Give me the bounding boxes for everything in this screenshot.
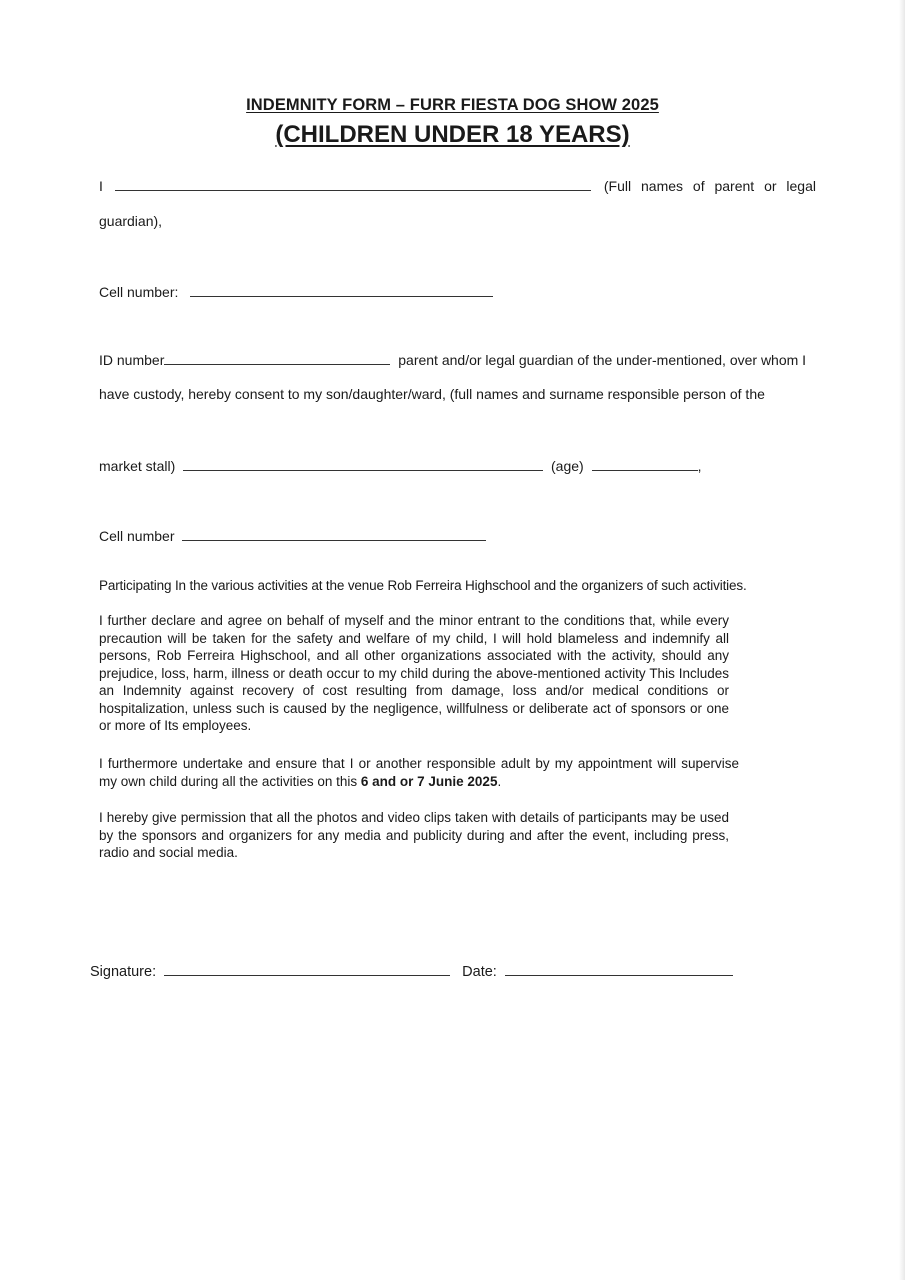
permission-paragraph: I hereby give permission that all the photos and video clips taken with details of participants may be used by the sponsors and organizers for any media and publicity during and after the event, including press, radio and social media. [99, 810, 729, 860]
parent-name-prefix: I [99, 178, 103, 194]
parent-name-field[interactable] [115, 176, 591, 191]
parent-name-row [99, 176, 816, 194]
undertaking-end: . [497, 773, 502, 789]
declaration-paragraph: I further declare and agree on behalf of myself and the minor entrant to the conditions that, while every precaution will be taken for the safety and welfare of my child, I will hold blameless and indemnify all persons, Rob Ferreira Highschool, and all other organizations associated with the activity, should any prejudice, loss, harm, illness or death occur to my child during the above-mentioned activity This Includes an Indemnity against recovery of cost resulting from damage, loss and/or medical conditions or hospitalization, unless such is caused by the negligence, willfulness or deliberate act of sponsors or one or more of Its employees. [99, 613, 729, 733]
date-label: Date: [462, 964, 497, 980]
form-subtitle: (CHILDREN UNDER 18 YEARS) [275, 121, 630, 148]
id-number-suffix: parent and/or legal guardian of the under-mentioned, over whom I [398, 352, 807, 368]
cell-number-label-2: Cell number [99, 528, 175, 544]
id-number-label: ID number [99, 352, 165, 368]
parent-name-suffix: (Full names of parent or legal [603, 178, 816, 194]
date-field[interactable] [505, 961, 733, 976]
undertaking-paragraph [99, 755, 739, 790]
event-dates: 6 and or 7 Junie 2025 [360, 773, 498, 789]
id-number-field[interactable] [164, 350, 390, 365]
participating-text: Participating In the various activities at the venue Rob Ferreira Highschool and the organizers of such activities. [99, 578, 747, 593]
stall-row [99, 456, 701, 474]
cell-number-field-2[interactable] [182, 526, 486, 541]
signature-field[interactable] [164, 961, 450, 976]
cell-number-label-1: Cell number: [99, 284, 179, 300]
stall-person-field[interactable] [183, 456, 543, 471]
age-label: (age) [551, 458, 584, 474]
custody-text: have custody, hereby consent to my son/daughter/ward, (full names and surname responsible person of the [99, 386, 765, 402]
cell-number-field-1[interactable] [190, 282, 493, 297]
form-title: INDEMNITY FORM – FURR FIESTA DOG SHOW 2025 [246, 96, 659, 114]
signature-label: Signature: [90, 964, 157, 980]
signature-row [90, 961, 733, 980]
undertaking-text: I furthermore undertake and ensure that I or another responsible adult by my appointment will supervise my own child during all the activities on this [99, 756, 739, 789]
age-suffix: , [697, 458, 702, 474]
cell-number-row-2 [99, 526, 486, 544]
id-number-row [99, 350, 806, 368]
page-edge-shadow [899, 0, 905, 1280]
stall-label: market stall) [99, 458, 176, 474]
cell-number-row-1 [99, 282, 493, 300]
parent-name-suffix-cont: guardian), [99, 213, 163, 229]
age-field[interactable] [592, 456, 698, 471]
